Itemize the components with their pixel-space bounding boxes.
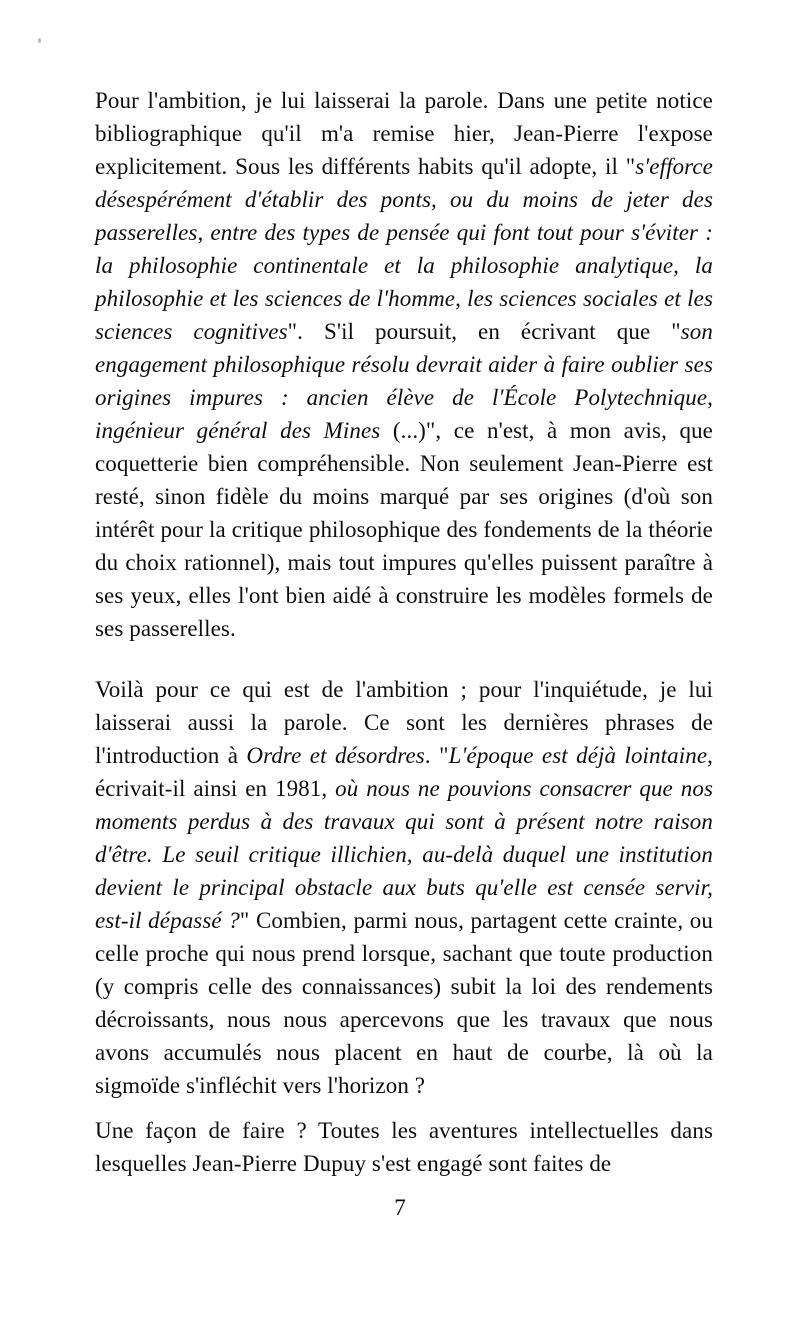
text-run: , écrivait-il ainsi en 1981,: [95, 743, 713, 801]
text-run: (...)", ce n'est, à mon avis, que coquetterie bien compréhensible. Non seulement Jean-Pierre est resté, sinon fidèle du moins marqué par ses origines (d'où son intérêt pour la critique philosophique des fondements de la théorie du choix rationnel), mais tout impures qu'elles puissent paraître à ses yeux, elles l'ont bien aidé à construire les modèles formels de ses passerelles.: [95, 418, 713, 641]
text-run-italic: son engagement philosophique résolu devrait aider à faire oublier ses origines impures : ancien élève de l'École Polytechnique, ingénieur général des Mines: [95, 319, 713, 443]
text-run: Voilà pour ce qui est de l'ambition ; pour l'inquiétude, je lui laisserai aussi la parole. Ce sont les dernières phrases de l'introduction à: [95, 677, 713, 768]
text-run-italic: Ordre et désordres: [246, 743, 425, 768]
text-run-italic: s'efforce désespérément d'établir des ponts, ou du moins de jeter des passerelles, entre des types de pensée qui font tout pour s'éviter : la philosophie continentale et la philosophie analytique, la philosophie et les sciences de l'homme, les sciences sociales et les sciences cognitives: [95, 154, 713, 344]
text-run: ". S'il poursuit, en écrivant que ": [287, 319, 681, 344]
text-run: . ": [424, 743, 449, 768]
paragraph: [95, 84, 713, 645]
paragraph: [95, 673, 713, 1102]
text-run-italic: L'époque est déjà lointaine: [448, 743, 708, 768]
page-number: 7: [394, 1195, 406, 1220]
scan-artifact: [38, 38, 41, 43]
text-run: Pour l'ambition, je lui laisserai la parole. Dans une petite notice bibliographique qu'il m'a remise hier, Jean-Pierre l'expose explicitement. Sous les différents habits qu'il adopte, il ": [95, 88, 713, 179]
paragraph: [95, 1114, 713, 1180]
page-text: [95, 84, 713, 1180]
text-run-italic: où nous ne pouvions consacrer que nos moments perdus à des travaux qui sont à présent notre raison d'être. Le seuil critique illichien, au-delà duquel une institution devient le principal obstacle aux buts qu'elle est censée servir, est-il dépassé ?: [95, 776, 713, 933]
text-run: Une façon de faire ? Toutes les aventures intellectuelles dans lesquelles Jean-Pierre Dupuy s'est engagé sont faites de: [95, 1118, 713, 1176]
text-run: " Combien, parmi nous, partagent cette crainte, ou celle proche qui nous prend lorsque, sachant que toute production (y compris celle des connaissances) subit la loi des rendements décroissants, nous nous apercevons que les travaux que nous avons accumulés nous placent en haut de courbe, là où la sigmoïde s'infléchit vers l'horizon ?: [95, 908, 713, 1098]
